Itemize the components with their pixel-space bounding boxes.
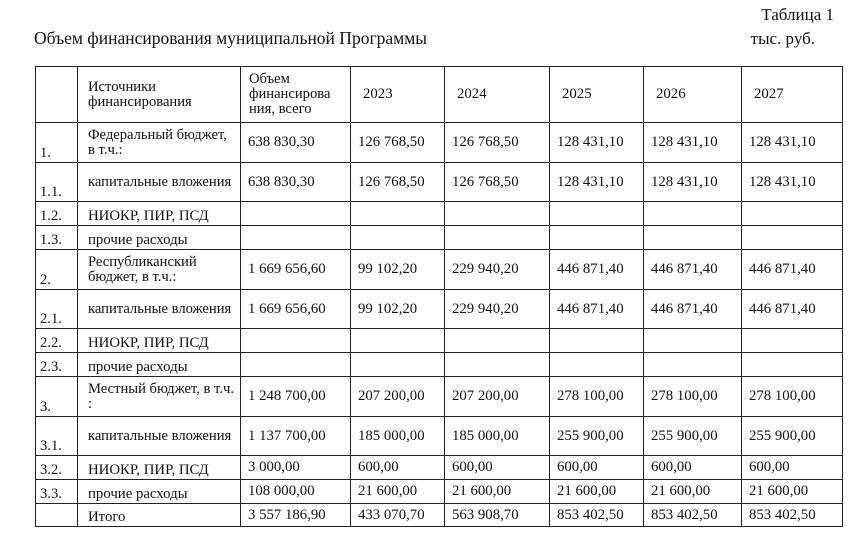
row-index: 2.: [36, 250, 78, 290]
row-source-label: прочие расходы: [78, 353, 241, 377]
row-value-cell: [241, 353, 351, 377]
row-value-cell: 255 900,00: [644, 417, 742, 456]
row-index: 3.: [36, 377, 78, 417]
row-index: [36, 504, 78, 527]
row-value-cell: 600,00: [550, 456, 644, 480]
row-value-cell: 853 402,50: [550, 504, 644, 527]
row-value-cell: [241, 202, 351, 226]
row-value-cell: 229 940,20: [445, 290, 550, 329]
row-source-label: Местный бюджет, в т.ч. :: [78, 377, 241, 417]
row-value-cell: 128 431,10: [742, 163, 843, 202]
row-value-cell: 207 200,00: [445, 377, 550, 417]
row-value-cell: [742, 329, 843, 353]
row-index: 3.3.: [36, 480, 78, 504]
table-row: [36, 480, 843, 504]
row-source-label: капитальные вложения: [78, 163, 241, 202]
col-header-2024: 2024: [445, 67, 550, 123]
table-row: [36, 417, 843, 456]
row-source-label: Федеральный бюджет, в т.ч.:: [78, 123, 241, 163]
row-value-cell: 446 871,40: [644, 250, 742, 290]
row-value-cell: 128 431,10: [550, 123, 644, 163]
row-value-cell: [550, 353, 644, 377]
table-row: [36, 329, 843, 353]
col-header-2025: 2025: [550, 67, 644, 123]
row-value-cell: [550, 202, 644, 226]
row-value-cell: 21 600,00: [644, 480, 742, 504]
row-value-cell: 600,00: [742, 456, 843, 480]
financing-table: [35, 66, 843, 527]
row-value-cell: [742, 202, 843, 226]
row-source-label: Итого: [78, 504, 241, 527]
row-value-cell: 563 908,70: [445, 504, 550, 527]
table-row: [36, 123, 843, 163]
row-value-cell: 126 768,50: [351, 163, 445, 202]
row-source-label: капитальные вложения: [78, 290, 241, 329]
row-source-label: НИОКР, ПИР, ПСД: [78, 202, 241, 226]
row-value-cell: 99 102,20: [351, 290, 445, 329]
table-row: [36, 226, 843, 250]
row-index: 2.2.: [36, 329, 78, 353]
col-header-index: [36, 67, 78, 123]
table-row: [36, 456, 843, 480]
row-value-cell: [351, 226, 445, 250]
row-value-cell: [644, 226, 742, 250]
row-value-cell: [241, 329, 351, 353]
row-value-cell: 21 600,00: [550, 480, 644, 504]
row-index: 3.2.: [36, 456, 78, 480]
row-value-cell: [445, 202, 550, 226]
row-index: 1.3.: [36, 226, 78, 250]
row-value-cell: 853 402,50: [742, 504, 843, 527]
col-header-source: Источники финансирования: [78, 67, 241, 123]
row-value-cell: 638 830,30: [241, 123, 351, 163]
table-number: Таблица 1: [761, 5, 834, 24]
table-row: [36, 377, 843, 417]
row-value-cell: 207 200,00: [351, 377, 445, 417]
row-value-cell: 229 940,20: [445, 250, 550, 290]
row-index: 2.1.: [36, 290, 78, 329]
col-header-2027: 2027: [742, 67, 843, 123]
row-value-cell: [351, 353, 445, 377]
row-value-cell: [550, 226, 644, 250]
row-value-cell: 128 431,10: [644, 123, 742, 163]
table-header-row: [36, 67, 843, 123]
row-source-label: НИОКР, ПИР, ПСД: [78, 329, 241, 353]
table-row: [36, 202, 843, 226]
row-value-cell: 638 830,30: [241, 163, 351, 202]
row-value-cell: [241, 226, 351, 250]
row-value-cell: 600,00: [351, 456, 445, 480]
row-source-label: Республиканский бюджет, в т.ч.:: [78, 250, 241, 290]
row-value-cell: 185 000,00: [351, 417, 445, 456]
row-source-label: прочие расходы: [78, 480, 241, 504]
row-value-cell: 446 871,40: [644, 290, 742, 329]
row-value-cell: 126 768,50: [351, 123, 445, 163]
row-value-cell: 255 900,00: [742, 417, 843, 456]
row-index: 1.: [36, 123, 78, 163]
row-value-cell: 1 137 700,00: [241, 417, 351, 456]
table-row: [36, 290, 843, 329]
row-value-cell: 21 600,00: [445, 480, 550, 504]
row-index: 1.1.: [36, 163, 78, 202]
table-row: [36, 504, 843, 527]
row-value-cell: 99 102,20: [351, 250, 445, 290]
row-source-label: капитальные вложения: [78, 417, 241, 456]
row-value-cell: 278 100,00: [742, 377, 843, 417]
row-value-cell: 853 402,50: [644, 504, 742, 527]
row-value-cell: [742, 353, 843, 377]
row-value-cell: 255 900,00: [550, 417, 644, 456]
row-value-cell: 126 768,50: [445, 123, 550, 163]
document-title: Объем финансирования муниципальной Программы: [34, 28, 428, 48]
row-value-cell: 600,00: [445, 456, 550, 480]
row-value-cell: [644, 202, 742, 226]
row-value-cell: 600,00: [644, 456, 742, 480]
row-value-cell: [351, 202, 445, 226]
row-value-cell: 278 100,00: [550, 377, 644, 417]
row-value-cell: 278 100,00: [644, 377, 742, 417]
col-header-2023: 2023: [351, 67, 445, 123]
row-value-cell: 3 557 186,90: [241, 504, 351, 527]
row-value-cell: 185 000,00: [445, 417, 550, 456]
row-value-cell: [445, 353, 550, 377]
row-value-cell: [445, 329, 550, 353]
row-value-cell: 446 871,40: [742, 250, 843, 290]
table-row: [36, 163, 843, 202]
row-value-cell: [644, 329, 742, 353]
row-value-cell: 1 669 656,60: [241, 290, 351, 329]
row-value-cell: 1 669 656,60: [241, 250, 351, 290]
row-value-cell: [644, 353, 742, 377]
row-value-cell: 446 871,40: [550, 290, 644, 329]
row-value-cell: 446 871,40: [742, 290, 843, 329]
col-header-2026: 2026: [644, 67, 742, 123]
row-value-cell: 446 871,40: [550, 250, 644, 290]
row-value-cell: [550, 329, 644, 353]
row-value-cell: [742, 226, 843, 250]
col-header-total: Объем финансирова ния, всего: [241, 67, 351, 123]
row-value-cell: 433 070,70: [351, 504, 445, 527]
row-index: 3.1.: [36, 417, 78, 456]
row-value-cell: 1 248 700,00: [241, 377, 351, 417]
row-value-cell: [351, 329, 445, 353]
row-value-cell: 21 600,00: [742, 480, 843, 504]
row-value-cell: 126 768,50: [445, 163, 550, 202]
row-value-cell: [445, 226, 550, 250]
row-value-cell: 108 000,00: [241, 480, 351, 504]
row-value-cell: 3 000,00: [241, 456, 351, 480]
row-source-label: прочие расходы: [78, 226, 241, 250]
row-index: 2.3.: [36, 353, 78, 377]
row-index: 1.2.: [36, 202, 78, 226]
row-value-cell: 21 600,00: [351, 480, 445, 504]
row-value-cell: 128 431,10: [644, 163, 742, 202]
row-value-cell: 128 431,10: [742, 123, 843, 163]
row-source-label: НИОКР, ПИР, ПСД: [78, 456, 241, 480]
table-row: [36, 250, 843, 290]
table-row: [36, 353, 843, 377]
units-label: тыс. руб.: [750, 29, 815, 48]
row-value-cell: 128 431,10: [550, 163, 644, 202]
